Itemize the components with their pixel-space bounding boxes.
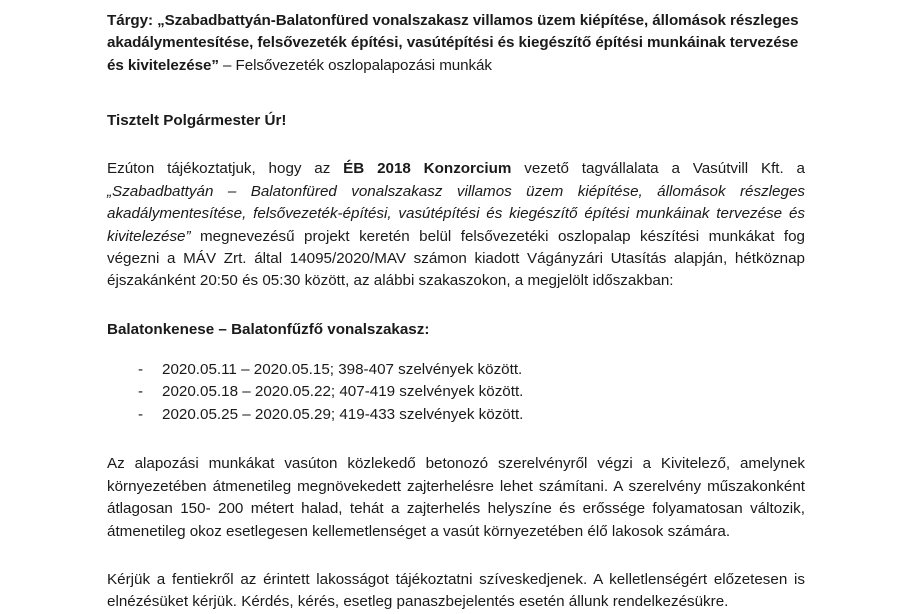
intro-part-2: vezető tagvállalata a Vasútvill Kft. a xyxy=(511,160,805,178)
subject-suffix: – Felsővezeték oszlopalapozási munkák xyxy=(218,56,492,74)
section-heading-line-section: Balatonkenese – Balatonfűzfő vonalszakasz: xyxy=(107,320,430,338)
project-title-italic: „Szabadbattyán – Balatonfüred vonalszakasz villamos üzem kiépítése, állomások részleges akadálymentesítése, felsővezeték-építési, vasútépítési és kiegészítő építési munkáinak tervezése és kivitelezése” xyxy=(107,182,805,245)
schedule-item-text: 2020.05.11 – 2020.05.15; 398-407 szelvények között. xyxy=(162,361,523,379)
intro-paragraph xyxy=(107,132,805,292)
subject-quoted-title: „Szabadbattyán-Balatonfüred vonalszakasz villamos üzem kiépítése, állomások részleges akadálymentesítése, felsővezeték építési, vasútépítési és kiegészítő építési munkáinak tervezése és kivitelezése” xyxy=(107,12,799,74)
bullet-dash-icon: - xyxy=(138,361,144,379)
intro-part-3: megnevezésű projekt keretén belül felsővezetéki oszlopalap készítési munkákat fog végezni a MÁV Zrt. által 14095/2020/MAV számon kiadott Vágányzári Utasítás alapján, hétköznap éjszakánként 20:50 és 05:30 között, az alábbi szakaszokon, a megjelölt időszakban: xyxy=(107,227,805,290)
schedule-list xyxy=(107,341,805,426)
subject-label: Tárgy: xyxy=(107,12,153,29)
list-item xyxy=(107,359,805,381)
schedule-item-text: 2020.05.25 – 2020.05.29; 419-433 szelvények között. xyxy=(162,405,524,423)
bullet-dash-icon: - xyxy=(138,383,144,401)
salutation: Tisztelt Polgármester Úr! xyxy=(107,112,287,130)
consortium-name: ÉB 2018 Konzorcium xyxy=(343,160,512,178)
bullet-dash-icon: - xyxy=(138,405,144,423)
intro-part-1: Ezúton tájékoztatjuk, hogy az xyxy=(107,160,344,178)
document-body xyxy=(107,8,805,614)
works-description-paragraph: Az alapozási munkákat vasúton közlekedő betonozó szerelvényről végzi a Kivitelező, amelynek környezetében átmenetileg megnövekedett zajterhelésre lehet számítani. A szerelvény műszakonként átlagosan 150- 200 métert halad, tehát a zajterhelés helyszíne és erőssége folyamatosan változik, átmenetileg okoz esetlegesen kellemetlenséget a vasút környezetében élő lakosok számára. xyxy=(107,455,805,540)
closing-paragraph: Kérjük a fentiekről az érintett lakosságot tájékoztatni szíveskedjenek. A kelletlenségért előzetesen is elnézésüket kérjük. Kérdés, kérés, esetleg panaszbejelentés esetén állunk rendelkezésükre. xyxy=(107,570,805,611)
schedule-item-text: 2020.05.18 – 2020.05.22; 407-419 szelvények között. xyxy=(162,383,524,401)
list-item xyxy=(107,404,805,426)
subject-line xyxy=(107,8,805,77)
list-item xyxy=(107,381,805,403)
